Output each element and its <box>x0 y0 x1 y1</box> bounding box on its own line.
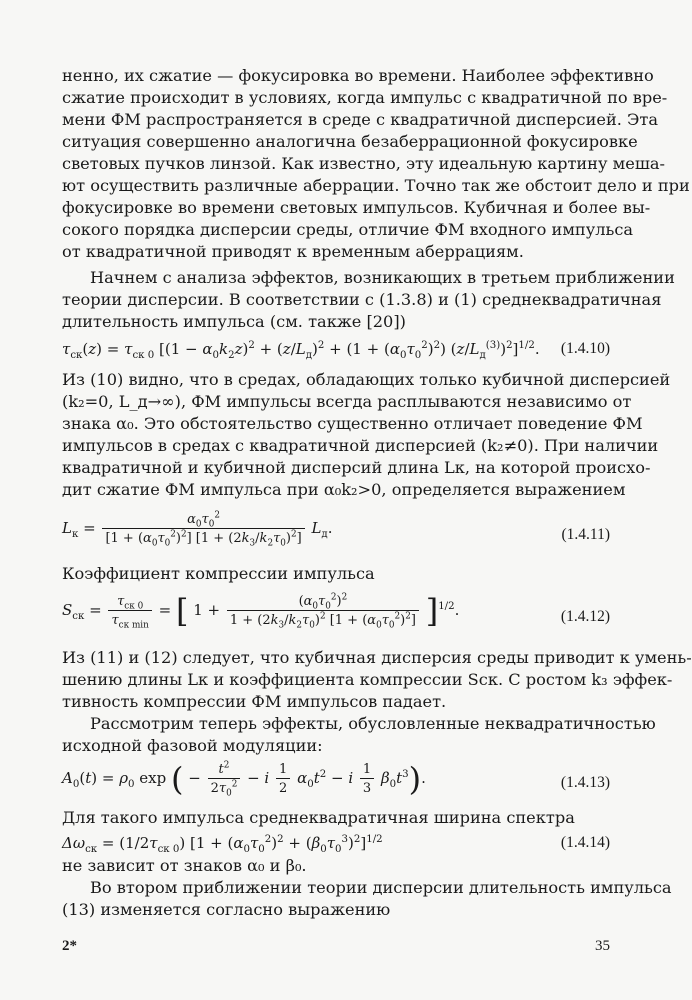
equation-number: (1.4.13) <box>560 774 610 791</box>
equation-number: (1.4.14) <box>560 834 610 851</box>
page-number: 35 <box>595 938 610 954</box>
equation-number: (1.4.10) <box>560 340 610 357</box>
text-line: теории дисперсии. В соответствии с (1.3.8) и (1) среднеквадратичная <box>62 290 662 309</box>
text-line: шению длины Lк и коэффициента компрессии Sск. С ростом k₃ эффек- <box>62 670 673 689</box>
text-line: сжатие происходит в условиях, когда импульс с квадратичной по вре- <box>62 88 668 107</box>
equation-number: (1.4.12) <box>560 608 610 625</box>
text-line: мени ФМ распространяется в среде с квадратичной дисперсией. Эта <box>62 110 659 129</box>
text-line: Из (11) и (12) следует, что кубичная дисперсия среды приводит к умень- <box>62 648 692 667</box>
text-line: от квадратичной приводят к временным аберрациям. <box>62 242 524 261</box>
text-line: знака α₀. Это обстоятельство существенно отличает поведение ФМ <box>62 414 643 433</box>
text-line: фокусировке во времени световых импульсов. Кубичная и более вы- <box>62 198 651 217</box>
text-line: квадратичной и кубичной дисперсий длина Lк, на которой происхо- <box>62 458 651 477</box>
text-line: ют осуществить различные аберрации. Точно так же обстоит дело и при <box>62 176 690 195</box>
equation-number: (1.4.11) <box>561 526 610 543</box>
equation-1-4-11: $L_к$ = $\frac{\alpha_0\tau_0^2}{[1 + (\alpha_0\tau_0^2)^2] [1 + (2k_3/k_2\tau_0)^2]}$ $L_д$. (1.4.11) <box>62 510 610 549</box>
text-line: импульсов в средах с квадратичной дисперсией (k₂≠0). При наличии <box>62 436 659 455</box>
text-line: сокого порядка дисперсии среды, отличие ФМ входного импульса <box>62 220 634 239</box>
signature-mark: 2* <box>62 938 77 954</box>
text-line: не зависит от знаков α₀ и β₀. <box>62 856 307 875</box>
text-line: Из (10) видно, что в средах, обладающих только кубичной дисперсией <box>62 370 671 389</box>
text-line: ситуация совершенно аналогична безаберрационной фокусировке <box>62 132 638 151</box>
text-line: длительность импульса (см. также [20]) <box>62 312 406 331</box>
equation-1-4-12: $S_{ск}$ = $\frac{\tau_{ск 0}}{\tau_{ск min}}$ = [ 1 + $\frac{(\alpha_0\tau_0^2)^2}{1 + (2k_3/k_2\tau_0)^2 [1 + (\alpha_0\tau_0^2)^2]}$ ]$^{1/2}$. (1.4.12) <box>62 592 610 631</box>
text-line: световых пучков линзой. Как известно, эту идеальную картину меша- <box>62 154 665 173</box>
text-line: Рассмотрим теперь эффекты, обусловленные неквадратичностью <box>90 714 656 733</box>
equation-1-4-10: $\tau_{ск}(z) = \tau_{ск 0}$ [$(1 - \alpha_0k_2z)^2 + (z/L_д)^2 + (1 + (\alpha_0\tau_0^2)^2)$ $(z/L_д^{(3)})^2]^{1/2}$. (1.4.10) <box>62 340 610 361</box>
text-line: Начнем с анализа эффектов, возникающих в третьем приближении <box>90 268 675 287</box>
text-line: (k₂=0, L_д→∞), ФМ импульсы всегда расплываются независимо от <box>62 392 632 411</box>
text-line: тивность компрессии ФМ импульсов падает. <box>62 692 447 711</box>
equation-1-4-13: $A_0(t) = \rho_0$ exp ( − $\frac{t^2}{2\tau_0^2}$ − i $\frac{1}{2}$ $\alpha_0t^2 - i$ $\frac{1}{3}$ $\beta_0t^3$). (1.4.13) <box>62 760 610 799</box>
text-line: (13) изменяется согласно выражению <box>62 900 391 919</box>
text-line: ненно, их сжатие — фокусировка во времени. Наиболее эффективно <box>62 66 654 85</box>
text-line: дит сжатие ФМ импульса при α₀k₂>0, определяется выражением <box>62 480 626 499</box>
text-line: Для такого импульса среднеквадратичная ширина спектра <box>62 808 575 827</box>
text-line: Коэффициент компрессии импульса <box>62 564 375 583</box>
text-line: Во втором приближении теории дисперсии длительность импульса <box>90 878 672 897</box>
equation-1-4-14: $\Delta\omega_{ск} = (1/2\tau_{ск 0}) [1 + (\alpha_0\tau_0^2)^2 + (\beta_0\tau_0^3)^2]^{1/2}$ (1.4.14) <box>62 834 610 855</box>
text-line: исходной фазовой модуляции: <box>62 736 323 755</box>
